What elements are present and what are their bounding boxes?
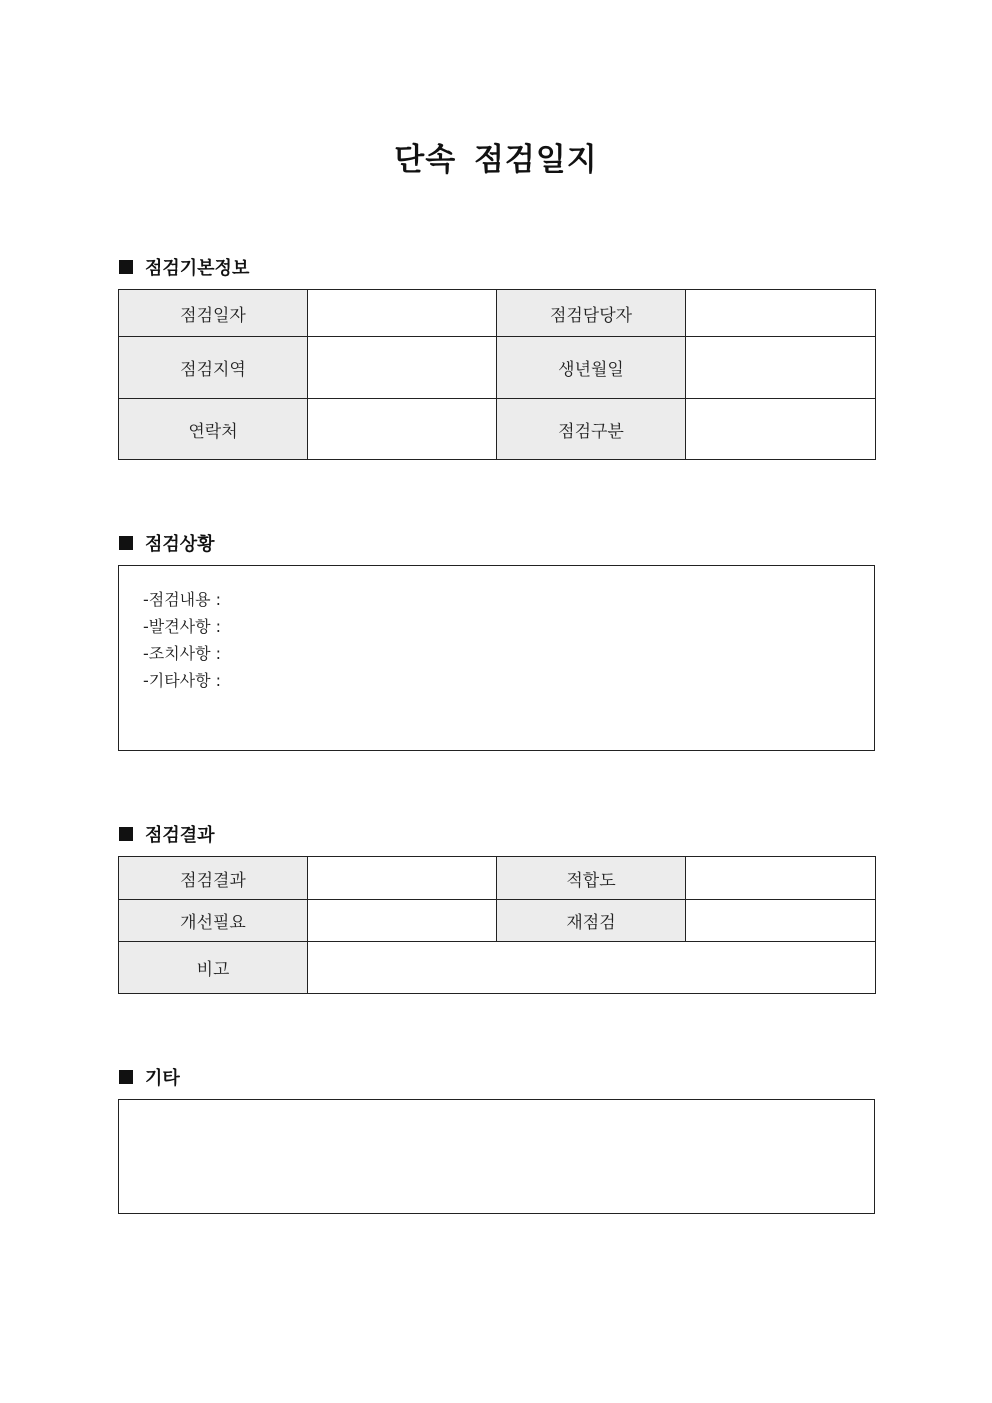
square-bullet-icon (119, 1070, 133, 1084)
page-title: 단속 점검일지 (394, 142, 598, 178)
contact-field[interactable] (308, 399, 497, 460)
table-row (119, 399, 876, 460)
remarks-label: 비고 (119, 942, 308, 994)
section-heading-status (119, 530, 215, 556)
suitability-field[interactable] (686, 857, 876, 900)
result-table (118, 856, 876, 994)
suitability-label: 적합도 (497, 857, 686, 900)
section-title: 점검결과 (145, 825, 215, 846)
basic-info-table (118, 289, 876, 460)
inspector-field[interactable] (686, 290, 876, 337)
improvement-field[interactable] (308, 900, 497, 942)
status-lines (119, 566, 874, 694)
inspection-area-label: 점검지역 (119, 337, 308, 399)
status-line-content: -점검내용 : (143, 590, 222, 609)
birthdate-label: 생년월일 (497, 337, 686, 399)
status-line-actions: -조치사항 : (143, 644, 222, 663)
status-line-other: -기타사항 : (143, 671, 222, 690)
inspection-date-field[interactable] (308, 290, 497, 337)
section-heading-other (119, 1064, 180, 1090)
table-row (119, 857, 876, 900)
status-box[interactable] (118, 565, 875, 751)
table-row (119, 900, 876, 942)
section-heading-basic-info (119, 254, 249, 280)
square-bullet-icon (119, 260, 133, 274)
table-row (119, 942, 876, 994)
section-title: 기타 (145, 1068, 180, 1089)
inspector-label: 점검담당자 (497, 290, 686, 337)
reinspection-label: 재점검 (497, 900, 686, 942)
section-title: 점검기본정보 (145, 258, 250, 279)
status-line-findings: -발견사항 : (143, 617, 222, 636)
inspection-type-label: 점검구분 (497, 399, 686, 460)
other-box[interactable] (118, 1099, 875, 1214)
inspection-type-field[interactable] (686, 399, 876, 460)
reinspection-field[interactable] (686, 900, 876, 942)
remarks-field[interactable] (308, 942, 876, 994)
square-bullet-icon (119, 827, 133, 841)
square-bullet-icon (119, 536, 133, 550)
table-row (119, 290, 876, 337)
inspection-date-label: 점검일자 (119, 290, 308, 337)
section-heading-result (119, 821, 215, 847)
improvement-label: 개선필요 (119, 900, 308, 942)
result-label: 점검결과 (119, 857, 308, 900)
birthdate-field[interactable] (686, 337, 876, 399)
table-row (119, 337, 876, 399)
section-title: 점검상황 (145, 534, 215, 555)
result-field[interactable] (308, 857, 497, 900)
inspection-area-field[interactable] (308, 337, 497, 399)
contact-label: 연락처 (119, 399, 308, 460)
